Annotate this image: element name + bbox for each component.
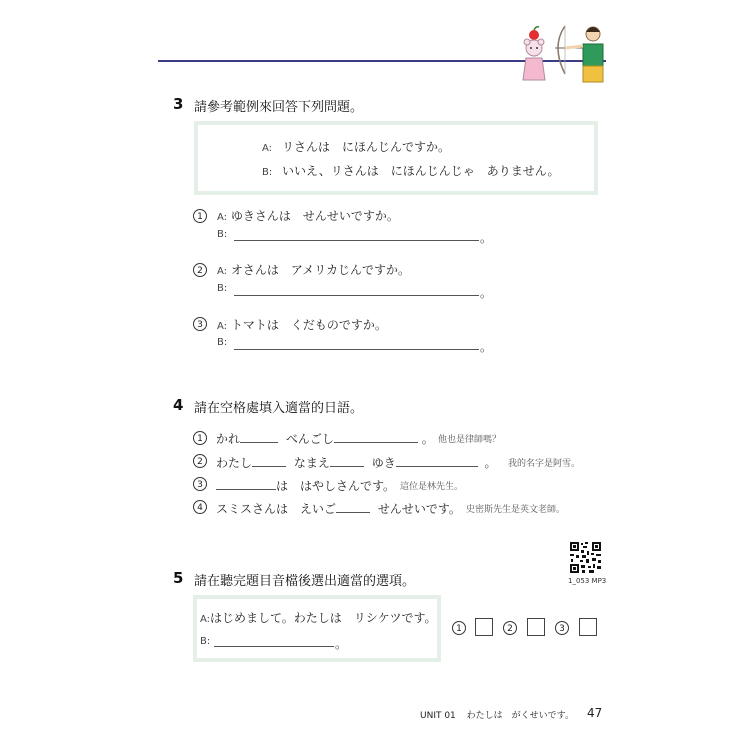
choice-checkbox-2[interactable] <box>527 618 545 636</box>
apple-icon <box>529 30 539 40</box>
blank-line[interactable] <box>216 477 276 490</box>
section-3-title: 請參考範例來回答下列問題。 <box>194 100 364 115</box>
section-3-number: 3 <box>173 95 184 113</box>
footer-unit <box>420 708 574 721</box>
listening-a-tag: A: <box>200 614 211 625</box>
section-4-title: 請在空格處填入適當的日語。 <box>194 401 364 416</box>
fill-text: かれ <box>216 432 241 446</box>
item-number: 3 <box>193 477 207 491</box>
section-4-number: 4 <box>173 396 184 414</box>
page-number: 47 <box>587 706 603 720</box>
question-a-tag: A: <box>217 266 228 277</box>
question-a-text: オさんは アメリカじんですか。 <box>230 263 411 277</box>
section-5-number: 5 <box>173 569 184 587</box>
translation-hint: 我的名字是阿雪。 <box>508 459 581 469</box>
example-box <box>194 121 598 195</box>
answer-line[interactable] <box>234 295 479 296</box>
blank-line[interactable] <box>336 500 370 513</box>
fill-text: べんごし <box>285 432 334 446</box>
qr-label: 1_053 MP3 <box>568 577 607 585</box>
question-a-line <box>217 261 410 278</box>
fill-text: スミスさんは えいご <box>216 502 337 516</box>
choice-number: 1 <box>452 621 466 635</box>
fill-text: わたし <box>216 456 253 470</box>
question-b-tag: B: <box>217 229 228 240</box>
answer-end: 。 <box>480 286 493 300</box>
fill-text: なまえ <box>293 456 330 470</box>
footer-title: わたしは がくせいです。 <box>466 711 574 721</box>
fill-item-2 <box>216 454 497 471</box>
fill-item-4 <box>216 500 461 517</box>
question-a-text: トマトは くだものですか。 <box>230 318 387 332</box>
listening-box <box>193 595 441 662</box>
answer-line[interactable] <box>214 646 334 647</box>
translation-hint: 他也是律師嗎？ <box>438 435 502 445</box>
blank-line[interactable] <box>240 430 278 443</box>
example-a-text: リさんは にほんじんですか。 <box>282 140 451 154</box>
fill-text: は はやしさんです。 <box>276 479 396 493</box>
choice-checkbox-3[interactable] <box>579 618 597 636</box>
example-line-b <box>262 162 559 179</box>
question-number: 3 <box>193 317 207 331</box>
blank-line[interactable] <box>334 430 418 443</box>
archer-illustration <box>515 18 615 84</box>
listening-b-tag: B: <box>200 636 211 647</box>
question-a-line <box>217 207 399 224</box>
blank-line[interactable] <box>252 454 286 467</box>
question-a-text: ゆきさんは せんせいですか。 <box>230 209 399 223</box>
qr-code-icon[interactable] <box>569 541 602 574</box>
question-a-tag: A: <box>217 321 228 332</box>
question-number: 2 <box>193 263 207 277</box>
example-line-a <box>262 138 450 155</box>
question-a-tag: A: <box>217 212 228 223</box>
answer-line[interactable] <box>234 240 479 241</box>
listening-b-line <box>200 633 210 647</box>
example-a-tag: A: <box>262 143 273 154</box>
fill-text: 。 <box>484 456 497 470</box>
item-number: 2 <box>193 454 207 468</box>
choice-number: 3 <box>555 621 569 635</box>
listening-a-text: はじめまして。わたしは リシケツです。 <box>210 611 437 625</box>
answer-line[interactable] <box>234 349 479 350</box>
choice-number: 2 <box>503 621 517 635</box>
translation-hint: 史密斯先生是英文老師。 <box>466 505 566 515</box>
footer-unit-label: UNIT 01 <box>420 711 456 721</box>
question-number: 1 <box>193 209 207 223</box>
choice-checkbox-1[interactable] <box>475 618 493 636</box>
fill-text: せんせいです。 <box>377 502 461 516</box>
blank-line[interactable] <box>396 454 478 467</box>
translation-hint: 這位是林先生。 <box>400 482 464 492</box>
blank-line[interactable] <box>330 454 364 467</box>
bow-icon <box>558 26 565 74</box>
answer-end: 。 <box>335 637 348 651</box>
answer-end: 。 <box>480 340 493 354</box>
section-5-title: 請在聽完題目音檔後選出適當的選項。 <box>194 574 416 589</box>
fill-text: ゆき <box>371 456 396 470</box>
item-number: 1 <box>193 431 207 445</box>
answer-end: 。 <box>480 231 493 245</box>
example-b-tag: B: <box>262 167 273 178</box>
fill-item-1 <box>216 430 434 447</box>
question-b-tag: B: <box>217 337 228 348</box>
fill-item-3 <box>216 477 395 494</box>
listening-a-line <box>200 609 437 626</box>
question-a-line <box>217 316 387 333</box>
question-b-tag: B: <box>217 283 228 294</box>
item-number: 4 <box>193 500 207 514</box>
example-b-text: いいえ、リさんは にほんじんじゃ ありません。 <box>282 164 560 178</box>
fill-text: 。 <box>421 432 434 446</box>
